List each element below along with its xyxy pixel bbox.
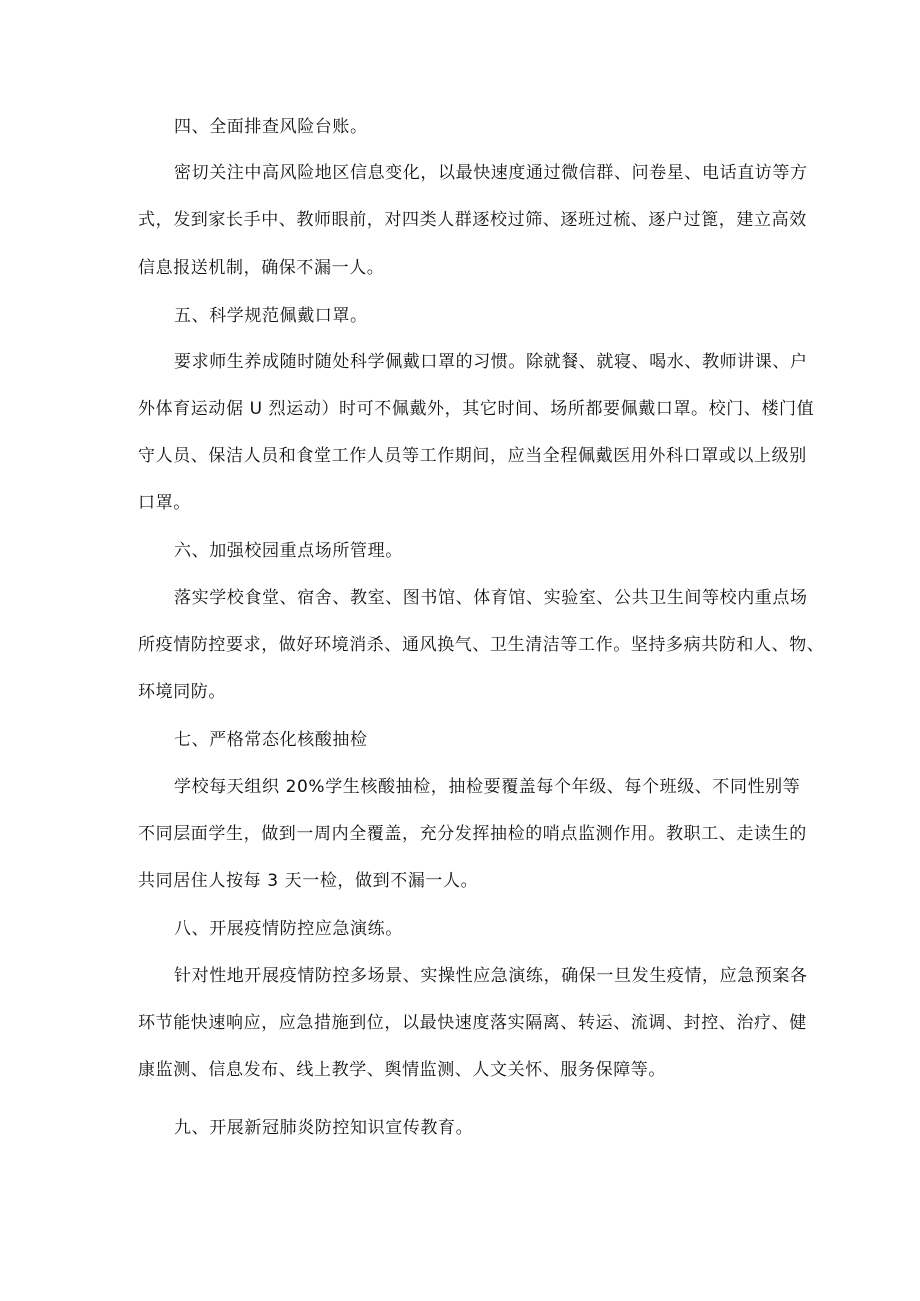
paragraph-line: 要求师生养成随时随处科学佩戴口罩的习惯。除就餐、就寝、喝水、教师讲课、户	[174, 352, 808, 372]
paragraph-line: 所疫情防控要求，做好环境消杀、通风换气、卫生清洁等工作。坚持多病共防和人、物、	[138, 635, 825, 655]
paragraph-line: 信息报送机制，确保不漏一人。	[138, 258, 385, 278]
paragraph-line: 落实学校食堂、宿舍、教室、图书馆、体育馆、实验室、公共卫生间等校内重点场	[174, 588, 808, 608]
section-heading: 六、加强校园重点场所管理。	[174, 541, 403, 561]
paragraph-line: 守人员、保洁人员和食堂工作人员等工作期间，应当全程佩戴医用外科口罩或以上级别	[138, 446, 807, 466]
section-heading: 七、严格常态化核酸抽检	[174, 730, 368, 750]
paragraph-line: 口罩。	[138, 493, 191, 513]
section-heading: 九、开展新冠肺炎防控知识宣传教育。	[174, 1118, 474, 1138]
paragraph-line: 环境同防。	[138, 682, 226, 702]
section-heading: 四、全面排查风险台账。	[174, 117, 368, 137]
paragraph-line: 密切关注中高风险地区信息变化，以最快速度通过微信群、问卷星、电话直访等方	[174, 163, 808, 183]
paragraph-line: 学校每天组织 20%学生核酸抽检，抽检要覆盖每个年级、每个班级、不同性别等	[174, 777, 801, 797]
section-heading: 八、开展疫情防控应急演练。	[174, 919, 403, 939]
section-heading: 五、科学规范佩戴口罩。	[174, 306, 368, 326]
paragraph-line: 环节能快速响应，应急措施到位，以最快速度落实隔离、转运、流调、封控、治疗、健	[138, 1013, 807, 1033]
paragraph-line: 康监测、信息发布、线上教学、舆情监测、人文关怀、服务保障等。	[138, 1060, 666, 1080]
paragraph-line: 外体育运动倨 U 烈运动）时可不佩戴外，其它时间、场所都要佩戴口罩。校门、楼门值	[138, 399, 815, 419]
paragraph-line: 针对性地开展疫情防控多场景、实操性应急演练，确保一旦发生疫情，应急预案各	[174, 966, 808, 986]
paragraph-line: 式，发到家长手中、教师眼前，对四类人群逐校过筛、逐班过梳、逐户过篦，建立高效	[138, 210, 807, 230]
paragraph-line: 不同层面学生，做到一周内全覆盖，充分发挥抽检的哨点监测作用。教职工、走读生的	[138, 824, 807, 844]
paragraph-line: 共同居住人按每 3 天一检，做到不漏一人。	[138, 871, 479, 891]
